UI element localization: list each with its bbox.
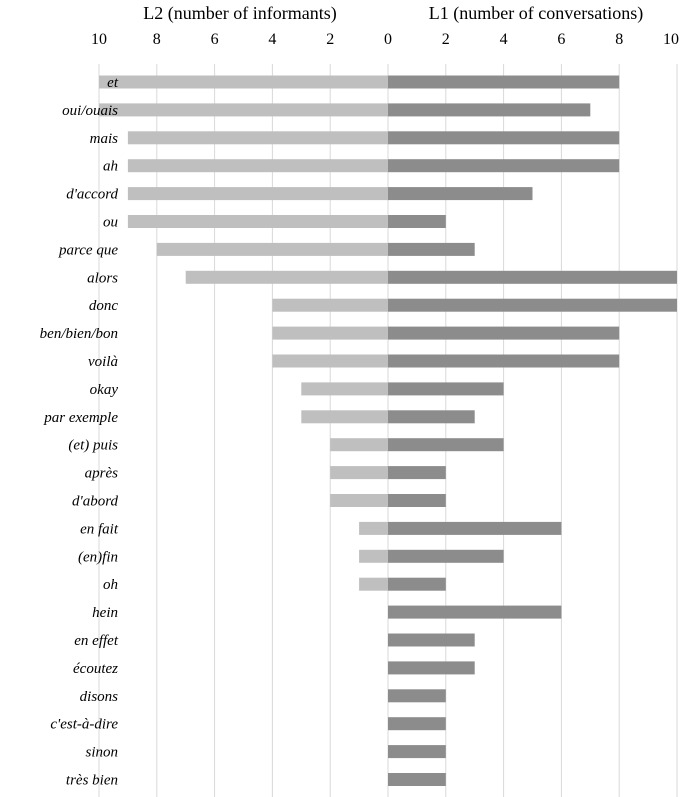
l2-bar bbox=[128, 187, 388, 200]
l2-bar bbox=[128, 215, 388, 228]
l2-bar bbox=[359, 550, 388, 563]
category-label: donc bbox=[88, 298, 118, 315]
category-label: ben/bien/bon bbox=[39, 326, 118, 343]
l2-bar bbox=[301, 410, 388, 423]
category-label: oui/ouais bbox=[62, 102, 118, 119]
l2-bar bbox=[330, 494, 388, 507]
category-label: en effet bbox=[74, 633, 118, 649]
category-label: d'abord bbox=[72, 493, 118, 510]
l1-bar bbox=[388, 131, 619, 144]
l1-bar bbox=[388, 299, 677, 312]
l2-bar bbox=[272, 299, 388, 312]
l1-bar bbox=[388, 634, 475, 647]
l1-bar bbox=[388, 745, 446, 758]
l1-bar bbox=[388, 578, 446, 591]
right-tick-label: 8 bbox=[615, 31, 624, 48]
gridlines bbox=[99, 64, 677, 797]
category-label: hein bbox=[92, 605, 118, 622]
left-tick-label: 2 bbox=[326, 31, 335, 48]
l2-bar bbox=[330, 466, 388, 479]
l1-bar bbox=[388, 661, 475, 674]
category-label: voilà bbox=[88, 354, 118, 370]
l2-bar bbox=[272, 327, 388, 340]
right-tick-label: 2 bbox=[441, 31, 450, 48]
left-tick-label: 10 bbox=[91, 31, 107, 48]
l2-bar bbox=[99, 103, 388, 116]
left-axis-title: L2 (number of informants) bbox=[143, 3, 337, 23]
l1-bar bbox=[388, 773, 446, 786]
category-label: c'est-à-dire bbox=[50, 716, 118, 733]
l2-bar bbox=[359, 522, 388, 535]
l1-bar bbox=[388, 382, 504, 395]
l1-bar bbox=[388, 494, 446, 507]
l2-bar bbox=[99, 76, 388, 89]
l1-bar bbox=[388, 466, 446, 479]
category-label: très bien bbox=[65, 772, 118, 789]
category-label: ou bbox=[103, 214, 118, 231]
l1-bar bbox=[388, 717, 446, 730]
category-label: ah bbox=[103, 158, 118, 175]
l1-bar bbox=[388, 215, 446, 228]
l1-bar bbox=[388, 159, 619, 172]
l1-bar bbox=[388, 550, 504, 563]
l1-bar bbox=[388, 76, 619, 89]
right-tick-label: 10 bbox=[663, 31, 679, 48]
l1-bar bbox=[388, 187, 533, 200]
right-tick-label: 6 bbox=[557, 31, 566, 48]
l1-bar bbox=[388, 327, 619, 340]
l2-bar bbox=[330, 438, 388, 451]
category-label: disons bbox=[79, 688, 118, 705]
category-label: (et) puis bbox=[68, 437, 118, 454]
l2-bar bbox=[128, 159, 388, 172]
category-label: écoutez bbox=[73, 660, 118, 677]
left-tick-label: 8 bbox=[152, 31, 161, 48]
right-axis-title: L1 (number of conversations) bbox=[428, 3, 644, 23]
category-label: oh bbox=[103, 577, 118, 594]
l2-bar bbox=[157, 243, 388, 256]
category-label: par exemple bbox=[44, 409, 118, 426]
category-label: d'accord bbox=[66, 186, 118, 203]
axis-labels bbox=[40, 31, 679, 789]
left-tick-label: 0 bbox=[384, 31, 392, 48]
l2-bar bbox=[128, 131, 388, 144]
category-label: en fait bbox=[80, 521, 118, 538]
category-label: okay bbox=[89, 381, 118, 398]
l1-bar bbox=[388, 355, 619, 368]
l1-bar bbox=[388, 103, 590, 116]
category-label: et bbox=[107, 75, 118, 91]
l1-bar bbox=[388, 522, 561, 535]
l2-bar bbox=[272, 355, 388, 368]
right-tick-label: 4 bbox=[499, 31, 508, 48]
l2-bar bbox=[301, 382, 388, 395]
left-tick-label: 4 bbox=[268, 31, 277, 48]
l1-bar bbox=[388, 410, 475, 423]
l1-bar bbox=[388, 438, 504, 451]
l1-bar bbox=[388, 243, 475, 256]
l1-bar bbox=[388, 689, 446, 702]
l2-bar bbox=[186, 271, 388, 284]
category-label: parce que bbox=[58, 242, 118, 259]
category-label: après bbox=[84, 465, 118, 482]
category-label: (en)fin bbox=[78, 549, 118, 566]
category-label: alors bbox=[87, 270, 118, 287]
l2-bar bbox=[359, 578, 388, 591]
l1-bar bbox=[388, 271, 677, 284]
category-label: mais bbox=[89, 130, 118, 147]
l1-bar bbox=[388, 606, 561, 619]
left-tick-label: 6 bbox=[210, 31, 219, 48]
category-label: sinon bbox=[85, 744, 118, 761]
